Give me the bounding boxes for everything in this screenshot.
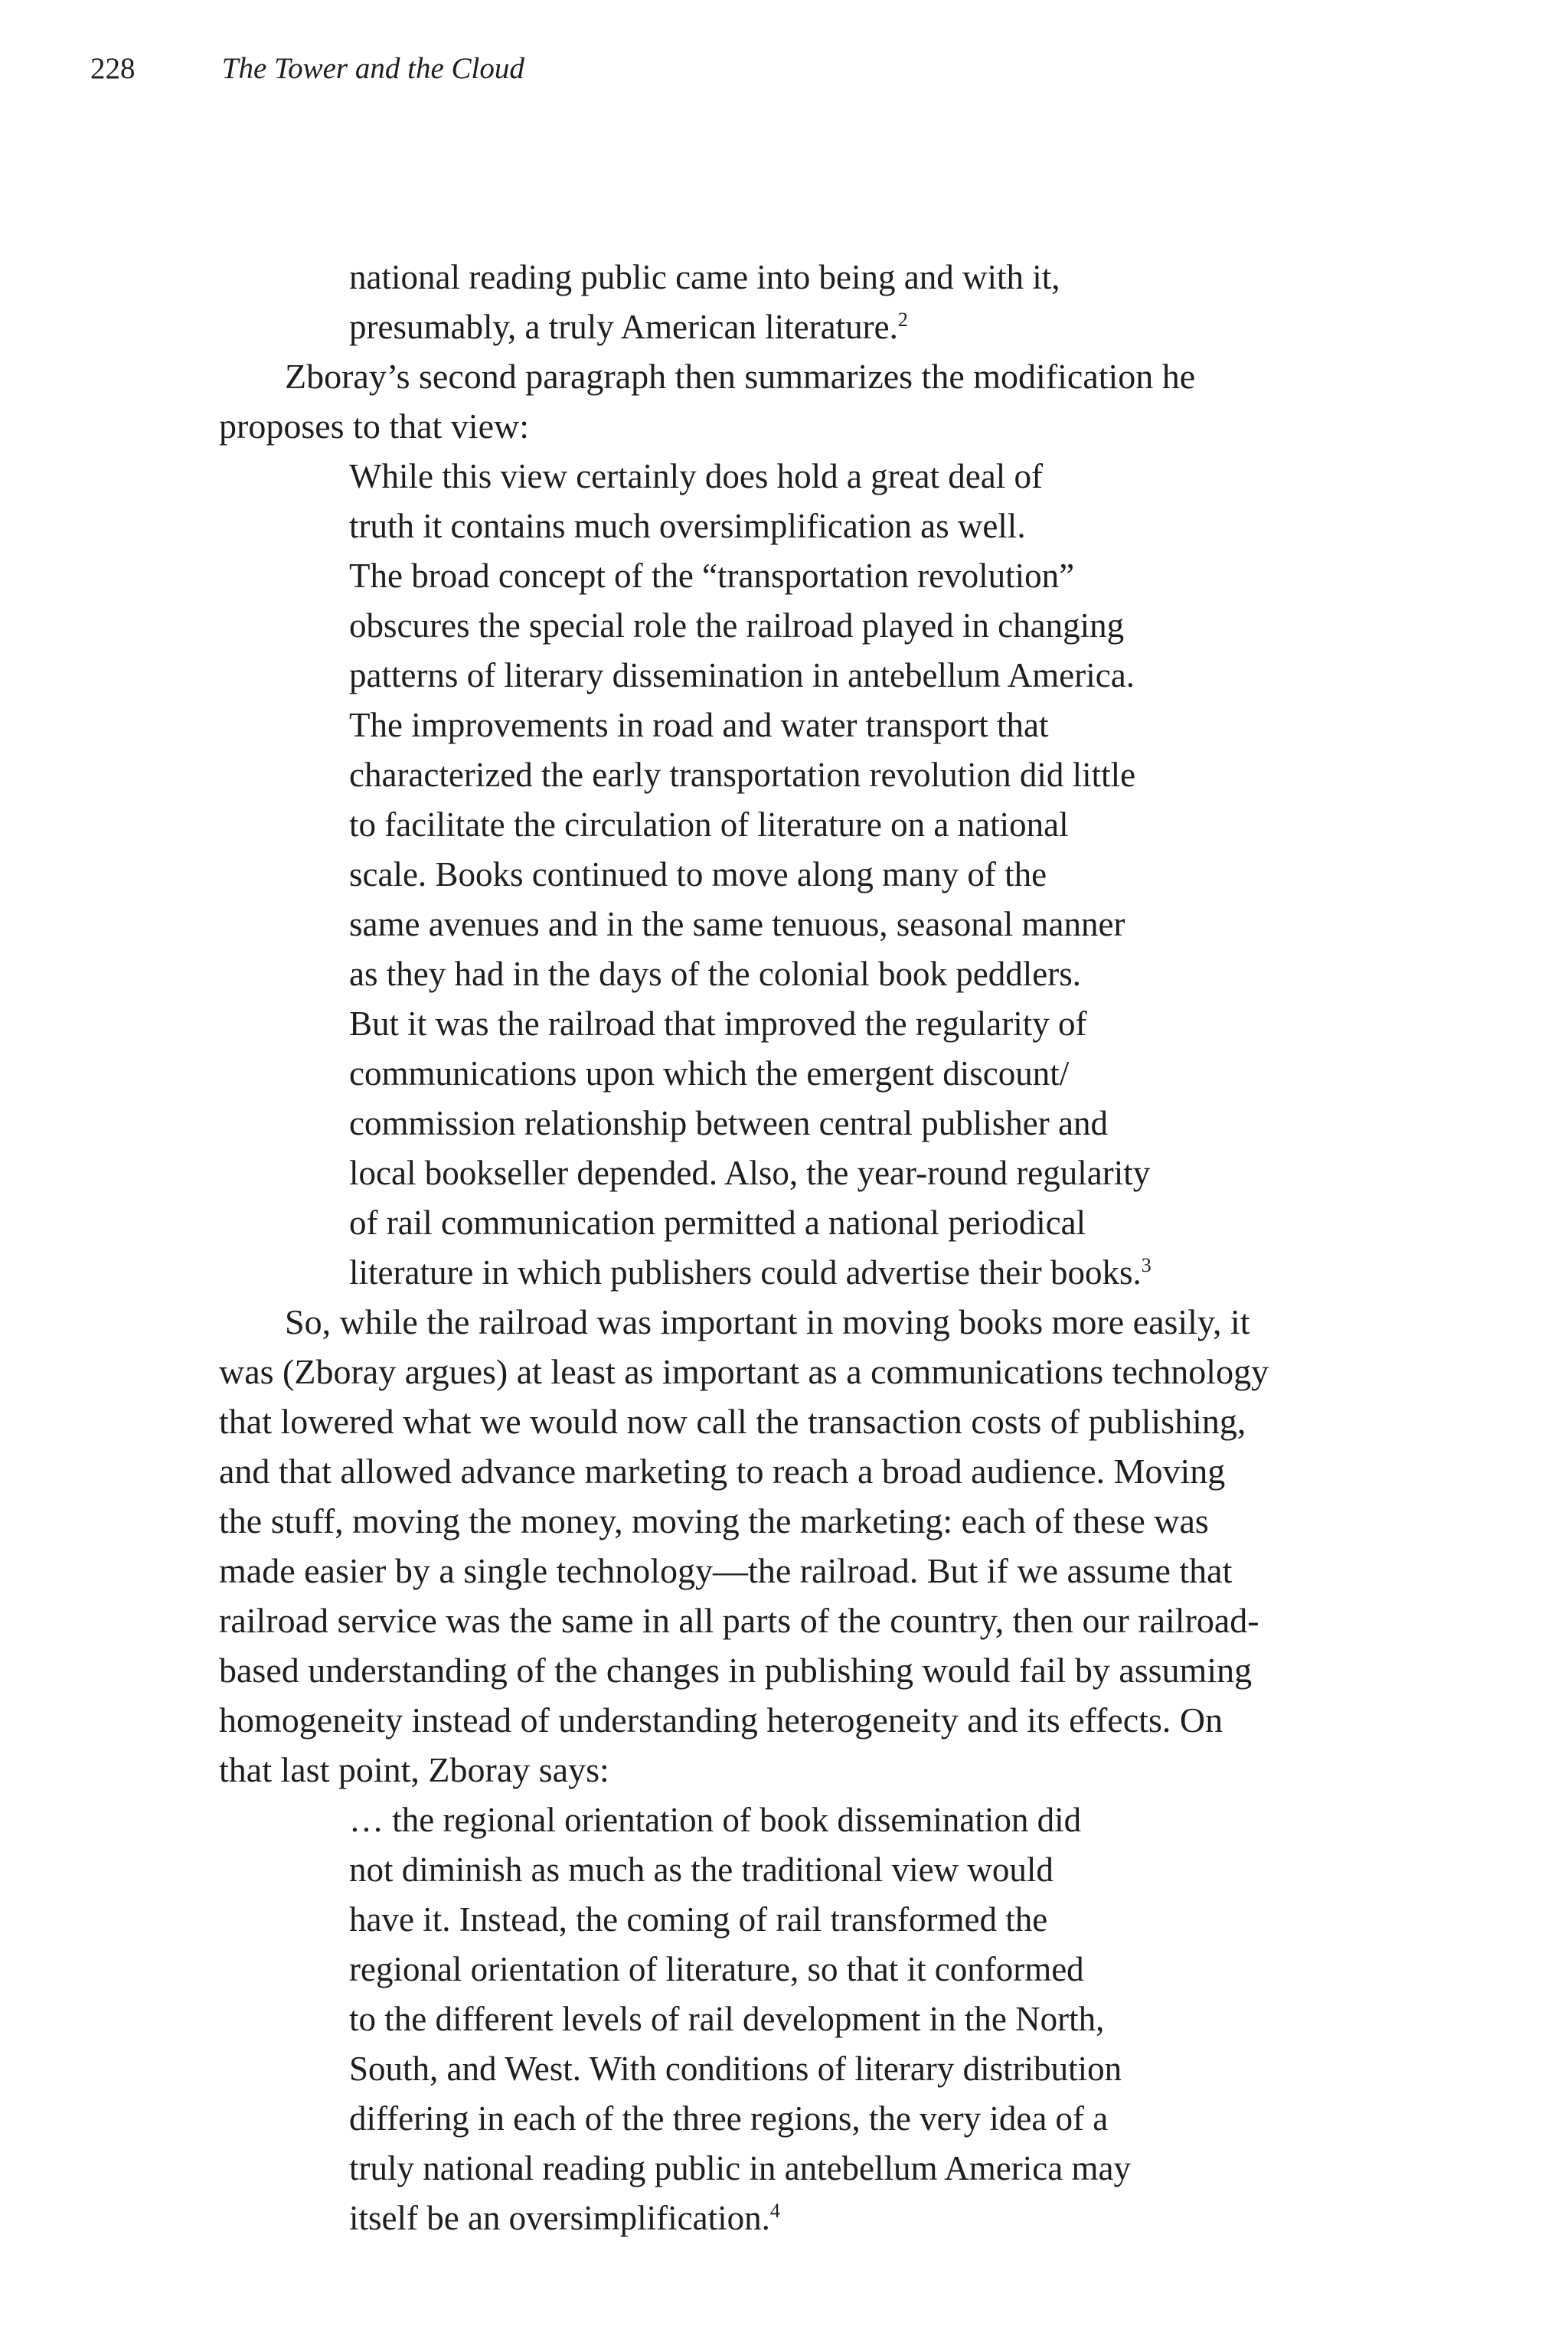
footnote-marker: 3: [1141, 1254, 1152, 1276]
text-line: truth it contains much oversimplification as well.: [349, 507, 1026, 545]
text-line: national reading public came into being and with it,: [349, 258, 1060, 296]
text-line: scale. Books continued to move along many of the: [349, 855, 1047, 893]
text-line: presumably, a truly American literature.$^2$: [349, 308, 908, 346]
footnote-marker: 4: [769, 2200, 780, 2222]
text-line: The broad concept of the “transportation revolution”: [349, 557, 1075, 595]
text-line: local bookseller depended. Also, the year-round regularity: [349, 1154, 1151, 1192]
text-line: … the regional orientation of book dissemination did: [349, 1801, 1082, 1839]
text-line: to facilitate the circulation of literature on a national: [349, 805, 1069, 844]
text-line: communications upon which the emergent discount/: [349, 1054, 1070, 1093]
text-line: was (Zboray argues) at least as important as a communications technology: [219, 1352, 1269, 1391]
text-line: the stuff, moving the money, moving the marketing: each of these was: [219, 1501, 1209, 1540]
text-line: not diminish as much as the traditional view would: [349, 1851, 1054, 1889]
running-title: The Tower and the Cloud: [221, 52, 524, 85]
text-line: itself be an oversimplification.$^4$: [349, 2199, 780, 2237]
text-line: While this view certainly does hold a great deal of: [349, 457, 1043, 495]
text-line: railroad service was the same in all parts of the country, then our railroad-: [219, 1601, 1259, 1640]
text-line: that last point, Zboray says:: [219, 1750, 609, 1789]
text-line: But it was the railroad that improved the regularity of: [349, 1004, 1087, 1043]
text-line: and that allowed advance marketing to reach a broad audience. Moving: [219, 1452, 1226, 1491]
text-line: same avenues and in the same tenuous, seasonal manner: [349, 905, 1125, 943]
text-line: characterized the early transportation revolution did little: [349, 756, 1136, 794]
text-line: homogeneity instead of understanding heterogeneity and its effects. On: [219, 1700, 1223, 1740]
text-line: Zboray’s second paragraph then summarizes the modification he: [285, 357, 1196, 396]
text-line: that lowered what we would now call the transaction costs of publishing,: [219, 1402, 1246, 1441]
page-number: 228: [90, 52, 136, 85]
text-line: proposes to that view:: [219, 407, 529, 446]
text-line: South, and West. With conditions of literary distribution: [349, 2050, 1122, 2088]
text-line: as they had in the days of the colonial book peddlers.: [349, 955, 1082, 993]
text-line: of rail communication permitted a national periodical: [349, 1204, 1086, 1242]
text-line: So, while the railroad was important in moving books more easily, it: [285, 1302, 1250, 1341]
running-head: [90, 51, 524, 87]
text-line: differing in each of the three regions, the very idea of a: [349, 2099, 1109, 2138]
text-line: truly national reading public in antebellum America may: [349, 2149, 1131, 2187]
text-line: have it. Instead, the coming of rail transformed the: [349, 1900, 1048, 1939]
footnote-marker: 2: [897, 309, 908, 331]
text-line: obscures the special role the railroad played in changing: [349, 606, 1125, 645]
text-line: to the different levels of rail development in the North,: [349, 2000, 1105, 2038]
text-line: made easier by a single technology—the railroad. But if we assume that: [219, 1551, 1233, 1590]
text-line: based understanding of the changes in publishing would fail by assuming: [219, 1651, 1253, 1690]
text-line: literature in which publishers could advertise their books.$^3$: [349, 1253, 1152, 1292]
text-line: commission relationship between central publisher and: [349, 1104, 1108, 1142]
text-line: regional orientation of literature, so that it conformed: [349, 1950, 1084, 1988]
text-line: patterns of literary dissemination in antebellum America.: [349, 656, 1135, 694]
text-line: The improvements in road and water transport that: [349, 706, 1049, 744]
